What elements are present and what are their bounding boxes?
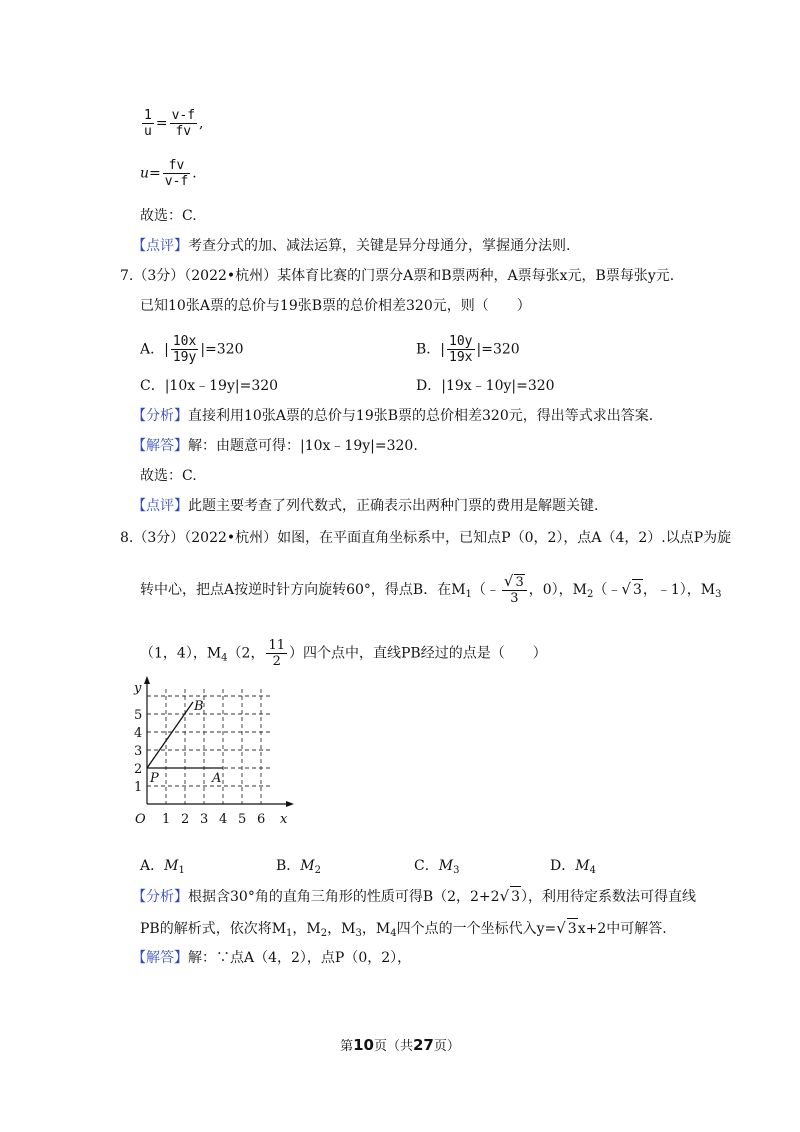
q7-option-d[interactable]: D．|19x﹣10y|=320 <box>416 378 555 394</box>
dashed-grid <box>147 689 272 804</box>
point-a-label: A <box>212 771 222 786</box>
x-tick-3: 3 <box>200 812 209 827</box>
prev-choice: 故选：C. <box>140 208 197 224</box>
x-tick-5: 5 <box>238 812 247 827</box>
segment-pb <box>147 702 193 768</box>
total-pages: 27 <box>413 1036 434 1054</box>
prev-eq2: u= $\frac{fv}{v-f}$ . <box>140 158 197 189</box>
q7-option-b[interactable]: B．| $\frac{10y}{19x}$ |=320 <box>416 334 520 365</box>
q7-line1: 7.（3分）（2022•杭州）某体育比赛的门票分A票和B票两种，A票每张x元，B票每张y元. <box>120 268 675 284</box>
q7-a-fraction: $\frac{10x}{19y}$ <box>172 334 197 365</box>
q7-option-a[interactable]: A．| $\frac{10x}{19y}$ |=320 <box>140 334 244 365</box>
prev-eq1: $\frac{1}{u}$ = $\frac{v-f}{fv}$ , <box>144 108 204 139</box>
q8-analysis-line2: PB的解析式，依次将$M_1$，$M_2$，$M_3$，$M_4$四个点的一个坐标代入y=√ 3x+2中可解答. <box>140 919 667 939</box>
q8-answer: 【解答】解：∵点A（4，2），点P（0，2）， <box>132 950 412 966</box>
m4-fraction: $\frac{11}{2}$ <box>268 638 285 669</box>
x-tick-2: 2 <box>181 812 190 827</box>
x-tick-6: 6 <box>257 812 266 827</box>
q8-option-d[interactable]: D．$M_4$ <box>550 858 596 876</box>
prev-comment: 【点评】考查分式的加、减法运算，关键是异分母通分，掌握通分法则. <box>132 238 571 254</box>
y-tick-4: 4 <box>134 726 143 741</box>
q7-b-fraction: $\frac{10y}{19x}$ <box>449 334 473 365</box>
eq1-lhs-fraction: $\frac{1}{u}$ <box>144 108 152 139</box>
y-axis-arrow <box>144 676 150 684</box>
y-tick-3: 3 <box>134 744 143 759</box>
q7-line2: 已知10张A票的总价与19张B票的总价相差320元，则（ ） <box>140 298 531 314</box>
y-axis-label: y <box>134 681 142 696</box>
q8-line2: 转中心，把点A按逆时针方向旋转60°，得点B．在$M_1(﹣$ $\frac{√ 3}{3}$ ，0），$M_2(﹣√$ 3，﹣1），$M_3$ <box>140 572 722 606</box>
page-footer: 第10页（共27页） <box>340 1036 460 1054</box>
q7-comment: 【点评】此题主要考查了列代数式，正确表示出两种门票的费用是解题关键. <box>132 498 599 514</box>
q7-option-c[interactable]: C．|10x﹣19y|=320 <box>140 378 279 394</box>
q8-line3: （1，4），$M_4(2$， $\frac{11}{2}$ ）四个点中，直线PB经过的点是（ ） <box>140 638 547 669</box>
q8-option-c[interactable]: C．$M_3$ <box>414 858 460 876</box>
q8-line1: 8.（3分）（2022•杭州）如图，在平面直角坐标系中，已知点P（0，2），点A（4，2）.以点P为旋 <box>120 530 732 546</box>
point-b-label: B <box>194 699 204 714</box>
x-axis-label: x <box>280 812 288 827</box>
point-p-label: P <box>150 771 159 786</box>
q8-option-a[interactable]: A．$M_1$ <box>140 858 185 876</box>
q7-answer: 【解答】解：由题意可得：|10x﹣19y|=320. <box>132 438 418 454</box>
coordinate-figure <box>130 672 300 832</box>
y-tick-1: 1 <box>134 780 143 795</box>
q8-option-b[interactable]: B．$M_2$ <box>276 858 322 876</box>
m1-fraction: $\frac{√ 3}{3}$ <box>502 574 527 606</box>
q7-analysis: 【分析】直接利用10张A票的总价与19张B票的总价相差320元，得出等式求出答案. <box>132 408 654 424</box>
current-page: 10 <box>353 1036 374 1054</box>
y-tick-2: 2 <box>134 762 143 777</box>
comment-tag: 【点评】 <box>132 238 188 254</box>
x-tick-1: 1 <box>162 812 171 827</box>
x-tick-4: 4 <box>219 812 228 827</box>
q7-choice: 故选：C. <box>140 468 197 484</box>
y-tick-5: 5 <box>134 708 143 723</box>
origin-label: O <box>135 812 146 827</box>
eq1-rhs-fraction: $\frac{v-f}{fv}$ <box>171 108 196 139</box>
q8-analysis: 【分析】根据含30°角的直角三角形的性质可得B（2，2+2√ 3），利用待定系数法可得直线 <box>132 887 697 905</box>
x-axis-arrow <box>286 801 294 807</box>
eq2-fraction: $\frac{fv}{v-f}$ <box>164 158 189 189</box>
